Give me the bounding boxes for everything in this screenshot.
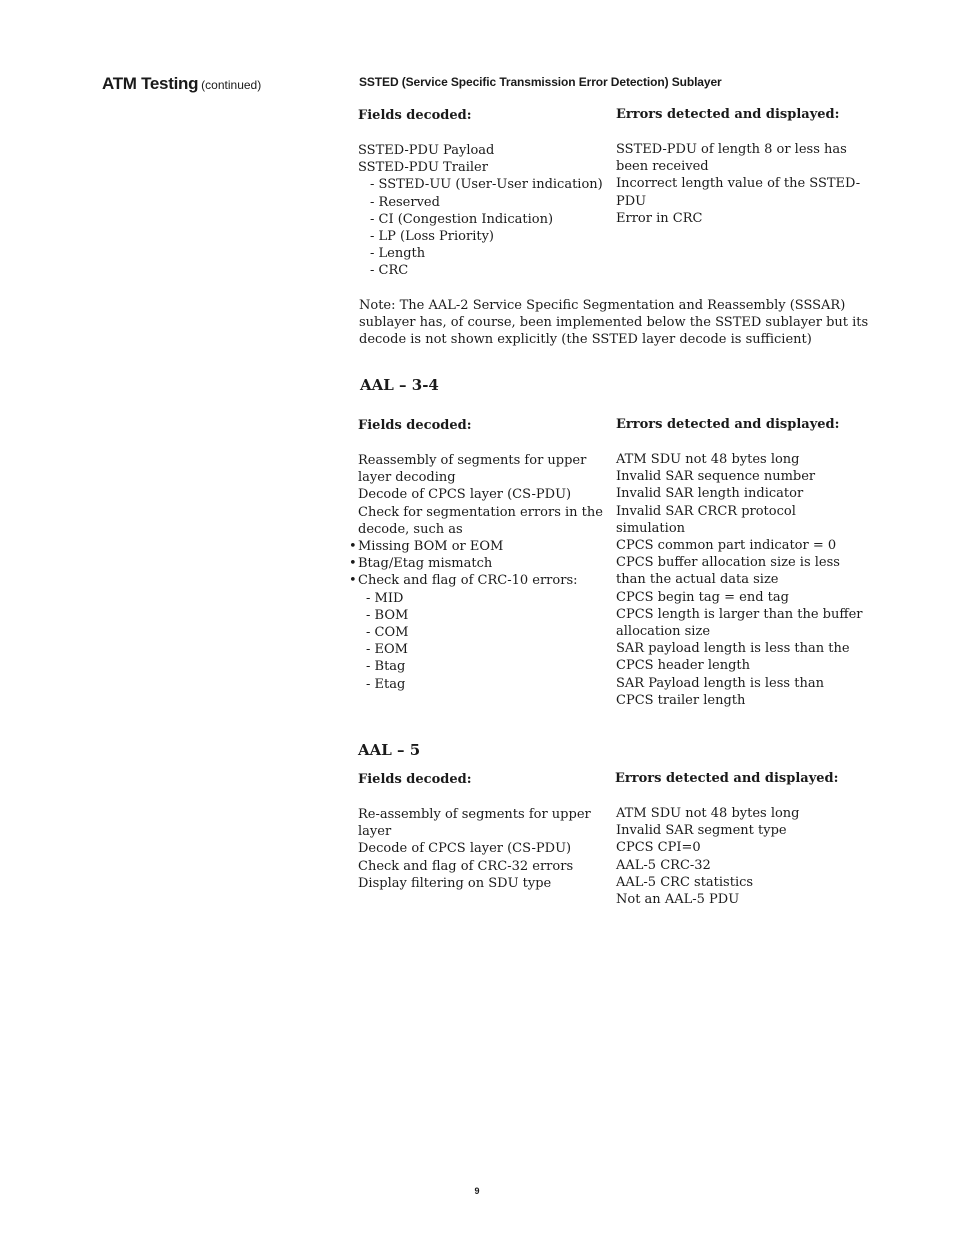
list-subitem: - MID bbox=[366, 590, 404, 606]
list-item: CPCS trailer length bbox=[616, 692, 746, 708]
list-item: CPCS length is larger than the buffer bbox=[616, 606, 863, 622]
note-line: sublayer has, of course, been implemented below the SSTED sublayer but its bbox=[359, 315, 869, 331]
aal34-errors-list bbox=[616, 451, 863, 709]
list-item: CPCS buffer allocation size is less bbox=[616, 555, 840, 571]
list-item: SAR Payload length is less than bbox=[616, 675, 824, 691]
list-item: Incorrect length value of the SSTED- bbox=[616, 176, 861, 192]
list-item: been received bbox=[616, 159, 709, 175]
section-title-text: ATM Testing bbox=[102, 74, 199, 93]
list-subitem: - Etag bbox=[366, 676, 406, 692]
aal34-fields-heading: Fields decoded: bbox=[358, 418, 472, 433]
ssted-title: SSTED (Service Specific Transmission Error Detection) Sublayer bbox=[359, 75, 722, 89]
list-item: simulation bbox=[616, 520, 686, 536]
list-subitem: - CI (Congestion Indication) bbox=[370, 211, 554, 227]
list-item: allocation size bbox=[616, 624, 711, 640]
list-item: ATM SDU not 48 bytes long bbox=[616, 806, 800, 821]
list-subitem: - Btag bbox=[366, 659, 406, 675]
list-item: decode, such as bbox=[358, 521, 463, 537]
note-line: Note: The AAL-2 Service Specific Segmentation and Reassembly (SSSAR) bbox=[359, 298, 846, 313]
list-item: PDU bbox=[616, 193, 647, 209]
ssted-errors-heading: Errors detected and displayed: bbox=[616, 107, 840, 122]
list-item: layer bbox=[358, 824, 392, 840]
list-item: ATM SDU not 48 bytes long bbox=[616, 452, 800, 467]
ssted-errors-list bbox=[616, 141, 860, 227]
aal5-fields-heading: Fields decoded: bbox=[358, 772, 472, 787]
ssted-fields-list bbox=[358, 142, 603, 280]
list-subitem: - LP (Loss Priority) bbox=[370, 229, 495, 245]
list-item: Decode of CPCS layer (CS-PDU) bbox=[358, 487, 572, 503]
list-item: Check for segmentation errors in the bbox=[358, 504, 603, 520]
list-item: layer decoding bbox=[358, 470, 456, 486]
ssted-fields-heading: Fields decoded: bbox=[358, 108, 472, 123]
aal5-errors-heading: Errors detected and displayed: bbox=[615, 771, 839, 786]
list-subitem: - EOM bbox=[366, 642, 408, 658]
list-subitem: - SSTED-UU (User-User indication) bbox=[370, 177, 603, 193]
list-item: CPCS CPI=0 bbox=[616, 840, 701, 856]
list-item: CPCS begin tag = end tag bbox=[616, 589, 789, 605]
aal5-errors-list bbox=[616, 805, 800, 908]
list-subitem: - CRC bbox=[370, 263, 409, 279]
list-item: than the actual data size bbox=[616, 572, 779, 588]
list-item: Re-assembly of segments for upper bbox=[358, 807, 591, 822]
list-item: Not an AAL-5 PDU bbox=[616, 892, 740, 908]
list-subitem: - Reserved bbox=[370, 194, 440, 210]
list-item: Error in CRC bbox=[616, 210, 703, 226]
list-item: Invalid SAR sequence number bbox=[616, 469, 816, 485]
page-section-title bbox=[102, 74, 261, 94]
list-item: CPCS header length bbox=[616, 658, 750, 674]
list-subitem: - BOM bbox=[366, 607, 409, 623]
list-item: SSTED-PDU of length 8 or less has bbox=[616, 142, 847, 157]
aal34-title: AAL – 3-4 bbox=[360, 376, 439, 394]
list-item: Reassembly of segments for upper bbox=[358, 453, 587, 468]
list-item: AAL-5 CRC-32 bbox=[616, 857, 711, 873]
list-subitem: - Length bbox=[370, 246, 426, 262]
aal5-fields-list bbox=[358, 806, 591, 892]
list-subitem: - COM bbox=[366, 625, 409, 641]
bullet-item: • Check and flag of CRC-10 errors: bbox=[358, 572, 603, 589]
list-item: SAR payload length is less than the bbox=[616, 641, 850, 657]
list-item: SSTED-PDU Trailer bbox=[358, 160, 488, 176]
list-item: Decode of CPCS layer (CS-PDU) bbox=[358, 841, 572, 857]
page-number: 9 bbox=[474, 1186, 480, 1196]
continued-label: (continued) bbox=[201, 78, 262, 92]
aal34-errors-heading: Errors detected and displayed: bbox=[616, 417, 840, 432]
ssted-note bbox=[359, 297, 869, 349]
bullet-item: • Missing BOM or EOM bbox=[358, 538, 603, 555]
list-item: Check and flag of CRC-32 errors bbox=[358, 858, 574, 874]
list-item: CPCS common part indicator = 0 bbox=[616, 538, 837, 554]
list-item: Invalid SAR segment type bbox=[616, 823, 787, 839]
list-item: Invalid SAR CRCR protocol bbox=[616, 503, 796, 519]
bullet-item: • Btag/Etag mismatch bbox=[358, 555, 603, 572]
aal34-fields-list bbox=[358, 452, 603, 693]
aal5-title: AAL – 5 bbox=[358, 741, 421, 759]
list-item: Invalid SAR length indicator bbox=[616, 486, 804, 502]
list-item: SSTED-PDU Payload bbox=[358, 143, 495, 158]
list-item: AAL-5 CRC statistics bbox=[616, 874, 754, 890]
note-line: decode is not shown explicitly (the SSTED layer decode is sufficient) bbox=[359, 332, 812, 348]
list-item: Display filtering on SDU type bbox=[358, 875, 552, 891]
